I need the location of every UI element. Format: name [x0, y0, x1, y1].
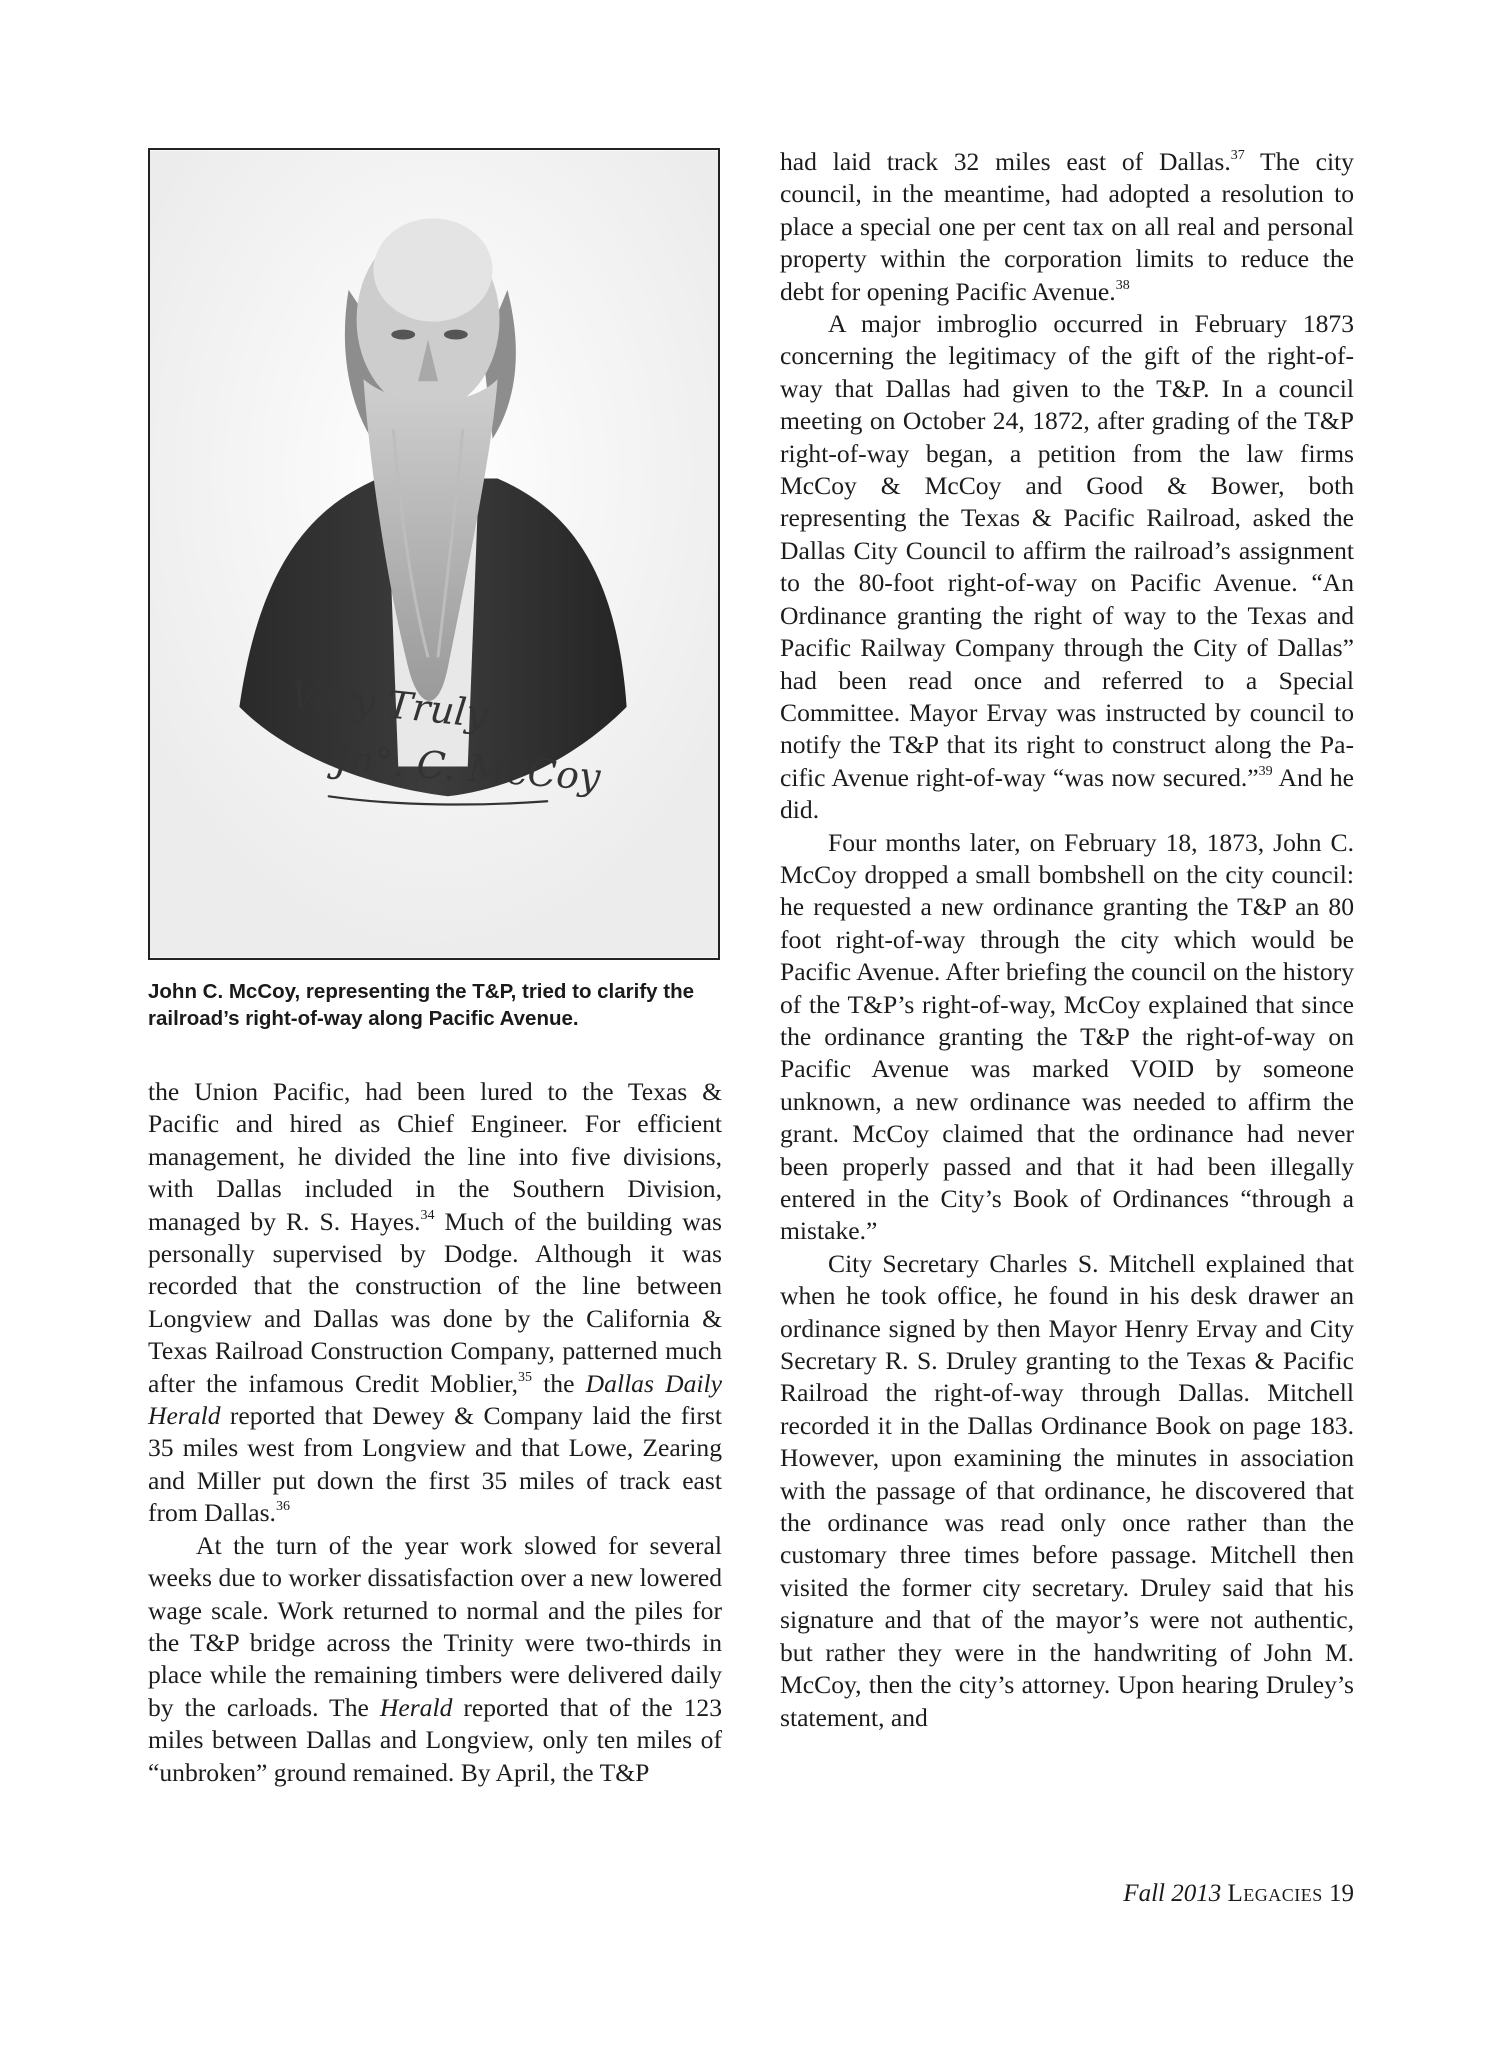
magazine-name: Legacies [1227, 1880, 1323, 1907]
paragraph: Four months later, on February 18, 1873, John C. McCoy dropped a small bombshell on the city council: he requested a new ordinance granting the T&P an 80 foot right-of-way through the city which would be Pacific Avenue. After briefing the council on the history of the T&P’s right-of-way, McCoy explained that since the ordinance granting the T&P the right-of-way on Pacific Avenue was marked VOID by someone unknown, a new ordinance was needed to affirm the grant. McCoy claimed that the ordinance had never been properly passed and that it had been illegally entered in the City’s Book of Ordinances “through a mistake.” [780, 827, 1354, 1246]
paragraph: the Union Pacific, had been lured to the Texas & Pacific and hired as Chief Engineer. For efficient management, he divided the line into five divisions, with Dallas included in the Southern Division, managed by R. S. Hayes.$^{34}$ Much of the building was personally supervised by Dodge. Although it was recorded that the construction of the line between Longview and Dallas was done by the California & Texas Railroad Construction Company, patterned much after the infamous Credit Moblier,$^{35}$ the Dallas Daily Herald reported that Dewey & Company laid the first 35 miles west from Longview and that Lowe, Zearing and Miller put down the first 35 miles of track east from Dallas.$^{36}$ [148, 1077, 722, 1528]
footnote-ref[interactable]: 35 [518, 1369, 532, 1385]
left-column-text [148, 1076, 722, 1789]
signature-line-2: Jn°. C. McCoy [333, 736, 602, 800]
paragraph: At the turn of the year work slowed for several weeks due to worker dissatisfaction over a new lowered wage scale. Work returned to normal and the piles for the T&P bridge across the Trinity were two-thirds in place while the remaining timbers were delivered daily by the carloads. The Herald reported that of the 123 miles between Dallas and Longview, only ten miles of “unbroken” ground remained. By April, the T&P [148, 1530, 722, 1787]
right-column [780, 146, 1354, 1734]
page-footer [1123, 1880, 1354, 1908]
portrait-photo [148, 148, 720, 960]
footnote-ref[interactable]: 38 [1115, 277, 1130, 293]
footnote-ref[interactable]: 36 [275, 1499, 290, 1515]
footnote-ref[interactable]: 34 [420, 1207, 435, 1223]
page-number: 19 [1329, 1880, 1354, 1907]
signature-line-1: Very Truly [288, 672, 490, 737]
photo-caption: John C. McCoy, representing the T&P, tried to clarify the railroad’s right-of-way along Pacific Avenue. [148, 980, 695, 1030]
paragraph: had laid track 32 miles east of Dallas.$^{37}$ The city council, in the meantime, had adopted a resolution to place a special one per cent tax on all real and personal property within the corporation limits to reduce the debt for opening Pacific Avenue.$^{38}$ [780, 147, 1354, 306]
paragraph: City Secretary Charles S. Mitchell explained that when he took office, he found in his desk drawer an ordinance signed by then Mayor Henry Ervay and City Secretary R. S. Druley granting to the Texas & Pacific Railroad the right-of-way through Dallas. Mitchell recorded it in the Dallas Ordinance Book on page 183. However, upon examining the minutes in association with the passage of that ordinance, he discovered that the ordinance was read only once rather than the customary three times before passage. Mitchell then visited the former city secretary. Druley said that his signature and that of the mayor’s were not authentic, but rather they were in the handwriting of John M. McCoy, then the city’s attorney. Upon hearing Druley’s statement, and [780, 1248, 1354, 1732]
footnote-ref[interactable]: 37 [1230, 148, 1245, 163]
footnote-ref[interactable]: 39 [1258, 763, 1273, 779]
issue-label: Fall 2013 [1123, 1880, 1222, 1907]
paragraph: A major imbroglio occurred in February 1873 concerning the legitimacy of the gift of the right-of-way that Dallas had given to the T&P. In a council meeting on October 24, 1872, after grading of the T&P right-of-way began, a petition from the law firms McCoy & McCoy and Good & Bower, both representing the Texas & Pacific Railroad, asked the Dallas City Council to affirm the railroad’s assignment to the 80-foot right-of-way on Pacific Avenue. “An Ordinance granting the right of way to the Texas and Pacific Railway Company through the City of Dallas” had been read once and referred to a Special Committee. Mayor Ervay was instructed by council to notify the T&P that its right to construct along the Pacific Avenue right-of-way “was now secured.”$^{39}$ And he did. [780, 309, 1354, 825]
